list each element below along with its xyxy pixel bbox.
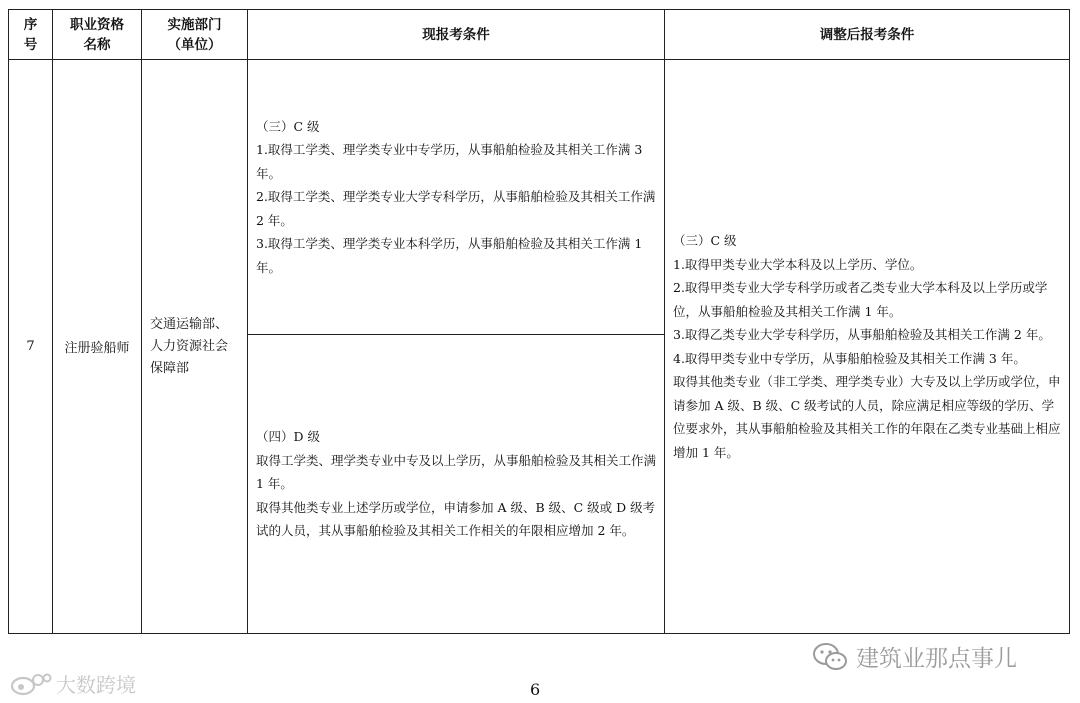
current-c-line: 2.取得工学类、理学类专业大学专科学历，从事船舶检验及其相关工作满 2 年。 [256, 189, 656, 228]
row-seq: 7 [9, 60, 53, 634]
adjusted-conditions-c [665, 60, 1070, 634]
header-row [9, 10, 1070, 60]
header-adjusted: 调整后报考条件 [665, 10, 1070, 60]
watermark-right-text: 建筑业那点事儿 [856, 646, 1017, 672]
current-conditions-c [248, 60, 665, 335]
current-d-line: （四）D 级 [256, 429, 320, 445]
current-d-line: 取得工学类、理学类专业中专及以上学历，从事船舶检验及其相关工作满 1 年。 [256, 452, 657, 492]
row-qualification: 注册验船师 [53, 60, 142, 634]
weibo-logo-icon [10, 671, 52, 697]
header-qualification-line1: 职业资格 [70, 16, 124, 33]
page-number: 6 [530, 680, 541, 699]
adjusted-c-line: （三）C 级 [673, 233, 737, 248]
header-department-line2: （单位） [167, 36, 222, 53]
current-c-line: 3.取得工学类、理学类专业本科学历，从事船舶检验及其相关工作满 1 年。 [256, 236, 643, 275]
header-qualification [53, 10, 142, 60]
adjusted-c-line: 1.取得甲类专业大学本科及以上学历、学位。 [673, 256, 923, 272]
table-row [9, 60, 1070, 335]
current-c-line: 1.取得工学类、理学类专业中专学历，从事船舶检验及其相关工作满 3 年。 [256, 142, 643, 181]
header-current: 现报考条件 [248, 10, 665, 60]
wechat-icon [812, 642, 848, 672]
header-seq-line2: 号 [23, 36, 38, 53]
row-department: 交通运输部、人力资源社会保障部 [142, 60, 248, 634]
current-d-line: 取得其他类专业上述学历或学位，申请参加 A 级、B 级、C 级或 D 级考试的人员，其从事船舶检验及其相关工作相关的年限相应增加 2 年。 [256, 499, 656, 539]
header-department-line1: 实施部门 [167, 16, 222, 33]
qualification-table [8, 9, 1070, 634]
header-qualification-line2: 名称 [83, 36, 111, 53]
header-seq-line1: 序 [23, 16, 38, 33]
watermark-right [812, 640, 1017, 673]
adjusted-c-line: 取得其他类专业（非工学类、理学类专业）大专及以上学历或学位，申请参加 A 级、B 级、C 级考试的人员，除应满足相应等级的学历、学位要求外，其从事船舶检验及其相关工作的年限在乙类专业基础上相应增加 1 年。 [673, 374, 1061, 460]
current-conditions-d [248, 335, 665, 634]
current-c-line: （三）C 级 [256, 118, 320, 134]
adjusted-c-line: 3.取得乙类专业大学专科学历，从事船舶检验及其相关工作满 2 年。 [673, 327, 1051, 342]
watermark-left-text: 大数跨境 [56, 673, 136, 697]
header-department [142, 10, 248, 60]
header-seq [9, 10, 53, 60]
watermark-left [10, 669, 136, 698]
adjusted-c-line: 4.取得甲类专业中专学历，从事船舶检验及其相关工作满 3 年。 [673, 350, 1026, 366]
adjusted-c-line: 2.取得甲类专业大学专科学历或者乙类专业大学本科及以上学历或学位，从事船舶检验及其相关工作满 1 年。 [673, 280, 1048, 319]
